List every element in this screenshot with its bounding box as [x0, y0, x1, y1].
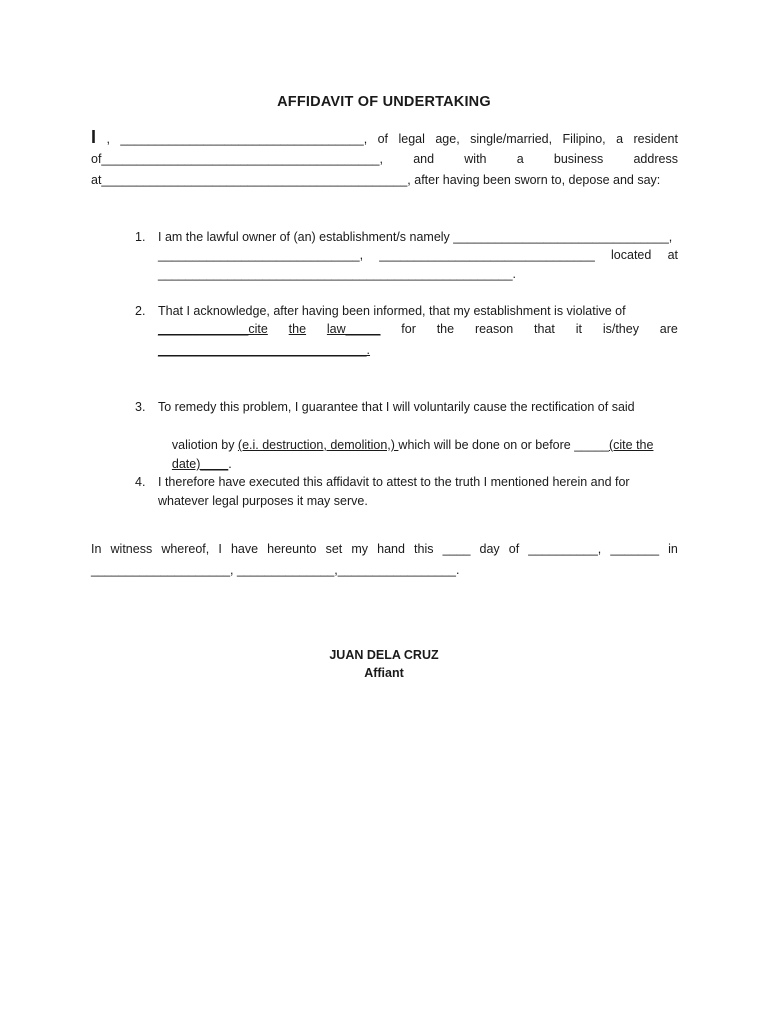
- intro-word: business: [553, 152, 604, 166]
- item-3-text: valiotion by: [171, 438, 238, 452]
- witness-word: this: [414, 542, 434, 556]
- item-1-word: _____________________________,: [158, 248, 364, 262]
- item-4-number: 4.: [135, 475, 146, 489]
- item-2-word: the: [436, 322, 455, 336]
- intro-big-i: I: [91, 127, 97, 147]
- item-3-line-2: [158, 417, 653, 474]
- affiant-name: JUAN DELA CRUZ: [329, 648, 439, 662]
- witness-word: day: [479, 542, 500, 556]
- intro-word: of________________________________________,: [91, 152, 383, 166]
- intro-word: Filipino,: [562, 132, 606, 146]
- witness-word: witness: [110, 542, 153, 556]
- intro-word: age,: [435, 132, 460, 146]
- witness-word: of: [508, 542, 520, 556]
- intro-word: resident: [633, 132, 678, 146]
- witness-line-2: ____________________, ______________,_________________.: [91, 563, 460, 577]
- item-2-word: _____________cite: [158, 322, 268, 336]
- intro-word: a: [516, 152, 524, 166]
- item-2-word: law_____: [326, 322, 381, 336]
- item-1-line-2: [158, 246, 678, 265]
- intro-word: legal: [398, 132, 425, 146]
- intro-word: ___________________________________,: [120, 132, 368, 146]
- item-4-line-1: I therefore have executed this affidavit to attest to the truth I mentioned herein and for: [158, 475, 630, 489]
- witness-word: ____: [442, 542, 471, 556]
- item-1-number: 1.: [135, 230, 146, 244]
- witness-word: _______: [610, 542, 660, 556]
- item-2-word: are: [659, 322, 678, 336]
- item-3-line-1: To remedy this problem, I guarantee that I will voluntarily cause the rectification of said: [158, 400, 635, 414]
- witness-word: my: [351, 542, 369, 556]
- witness-word: have: [230, 542, 259, 556]
- item-2-number: 2.: [135, 304, 146, 318]
- intro-word: a: [616, 132, 624, 146]
- item-2-word: for: [401, 322, 416, 336]
- item-2-word: is/they: [602, 322, 639, 336]
- intro-word: single/married,: [470, 132, 553, 146]
- item-3-text: which will be done on or before _____: [398, 438, 609, 452]
- document-title: AFFIDAVIT OF UNDERTAKING: [277, 94, 491, 110]
- witness-word: hereunto: [267, 542, 317, 556]
- item-3-cite: (cite the: [608, 438, 654, 452]
- item-1-word: located: [611, 248, 652, 262]
- item-1-word: _______________________________: [379, 248, 595, 262]
- intro-line-1: [91, 128, 678, 149]
- witness-word: In: [91, 542, 102, 556]
- item-1-line-1: I am the lawful owner of (an) establishment/s namely _______________________________,: [158, 230, 673, 244]
- item-4-line-2: whatever legal purposes it may serve.: [158, 494, 368, 508]
- intro-word: address: [633, 152, 678, 166]
- item-2-line-2: [158, 320, 678, 339]
- witness-word: I: [218, 542, 222, 556]
- item-3-date: date)____: [171, 457, 229, 471]
- intro-word: of: [377, 132, 389, 146]
- item-3-example: (e.i. destruction, demolition,): [237, 438, 399, 452]
- intro-word: with: [464, 152, 487, 166]
- item-2-word: that: [534, 322, 555, 336]
- witness-word: in: [668, 542, 678, 556]
- intro-word: and: [413, 152, 435, 166]
- witness-word: set: [325, 542, 343, 556]
- item-2-word: reason: [474, 322, 514, 336]
- intro-line-3: at____________________________________________, after having been sworn to, depose and say:: [91, 173, 661, 187]
- intro-word: ,: [106, 132, 110, 146]
- item-3-number: 3.: [135, 400, 146, 414]
- witness-line-1: [91, 540, 678, 559]
- item-2-line-3: ______________________________.: [158, 343, 371, 357]
- witness-word: __________,: [528, 542, 602, 556]
- item-2-line-1: That I acknowledge, after having been informed, that my establishment is violative of: [158, 304, 626, 318]
- item-2-word: the: [288, 322, 307, 336]
- item-1-line-3: ___________________________________________________.: [158, 267, 517, 281]
- item-2-word: it: [575, 322, 582, 336]
- intro-line-2: [91, 150, 678, 169]
- item-3-period: .: [228, 457, 232, 471]
- affiant-role: Affiant: [364, 666, 404, 680]
- witness-word: whereof,: [161, 542, 210, 556]
- witness-word: hand: [377, 542, 405, 556]
- item-1-word: at: [667, 248, 678, 262]
